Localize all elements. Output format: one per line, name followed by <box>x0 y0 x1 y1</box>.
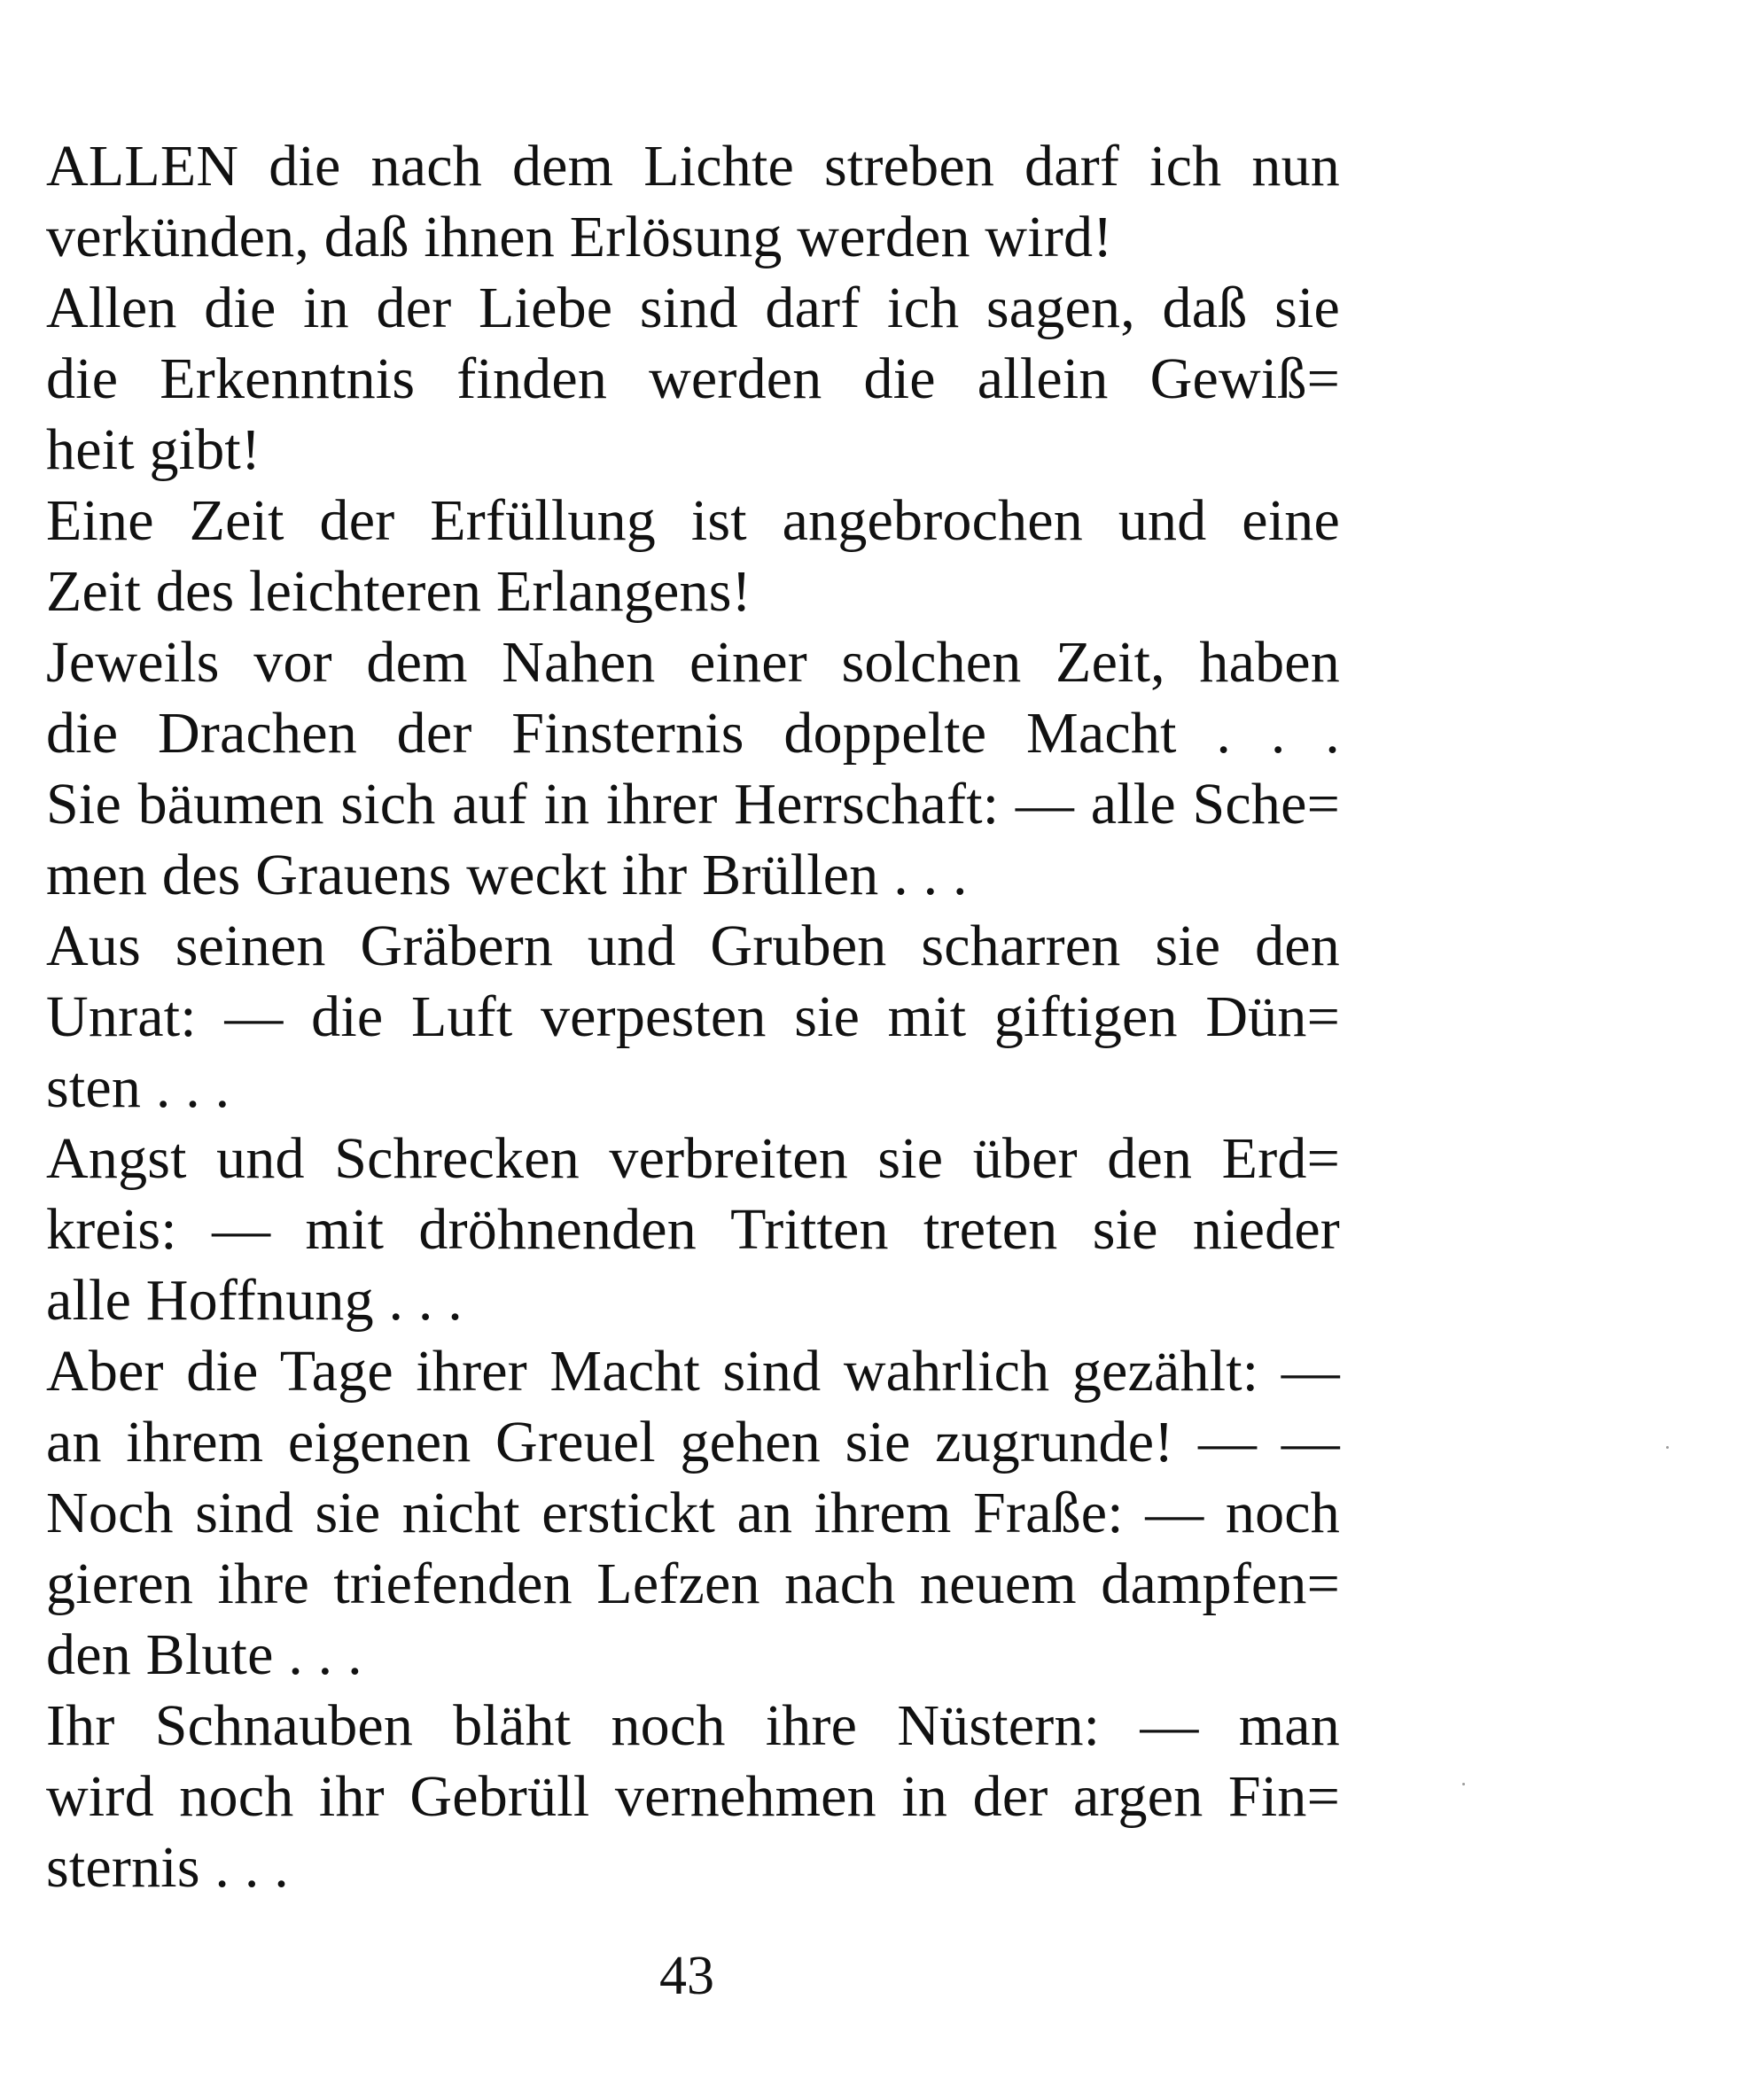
paper-speck <box>1462 1783 1465 1785</box>
text-line: Allen die in der Liebe sind darf ich sagen, daß sie <box>46 276 1340 340</box>
text-line: kreis: — mit dröhnenden Tritten treten sie nieder <box>46 1197 1340 1262</box>
text-line: men des Grauens weckt ihr Brüllen . . . <box>46 843 968 907</box>
text-line: den Blute . . . <box>46 1622 362 1687</box>
page-number: 43 <box>659 1946 714 2006</box>
text-line: verkünden, daß ihnen Erlösung werden wird! <box>46 205 1113 269</box>
text-line: sten . . . <box>46 1055 230 1120</box>
text-line: ALLEN die nach dem Lichte streben darf ich nun <box>46 134 1340 198</box>
text-line: Eine Zeit der Erfüllung ist angebrochen und eine <box>46 488 1340 553</box>
text-line: Angst und Schrecken verbreiten sie über den Erd= <box>46 1126 1340 1191</box>
text-line: gieren ihre triefenden Lefzen nach neuem dampfen= <box>46 1552 1340 1616</box>
text-line: wird noch ihr Gebrüll vernehmen in der argen Fin= <box>46 1764 1340 1829</box>
text-line: Unrat: — die Luft verpesten sie mit giftigen Dün= <box>46 984 1340 1049</box>
text-line: an ihrem eigenen Greuel gehen sie zugrunde! — — <box>46 1410 1340 1474</box>
text-line: Jeweils vor dem Nahen einer solchen Zeit, haben <box>46 630 1340 695</box>
text-line: Sie bäumen sich auf in ihrer Herrschaft: — alle Sche= <box>46 772 1340 836</box>
text-line: alle Hoffnung . . . <box>46 1268 463 1333</box>
text-line: die Drachen der Finsternis doppelte Macht . . . <box>46 701 1340 766</box>
text-line: sternis . . . <box>46 1835 289 1900</box>
text-line: die Erkenntnis finden werden die allein Gewiß= <box>46 346 1340 411</box>
paper-speck <box>1666 1446 1669 1449</box>
text-line: Aus seinen Gräbern und Gruben scharren sie den <box>46 914 1340 978</box>
text-line: Noch sind sie nicht erstickt an ihrem Fraße: — noch <box>46 1481 1340 1545</box>
text-line: Aber die Tage ihrer Macht sind wahrlich gezählt: — <box>46 1339 1340 1404</box>
body-text <box>46 131 1340 1903</box>
text-line: heit gibt! <box>46 417 261 482</box>
text-line: Zeit des leichteren Erlangens! <box>46 559 752 624</box>
text-line: Ihr Schnauben bläht noch ihre Nüstern: — man <box>46 1693 1340 1758</box>
